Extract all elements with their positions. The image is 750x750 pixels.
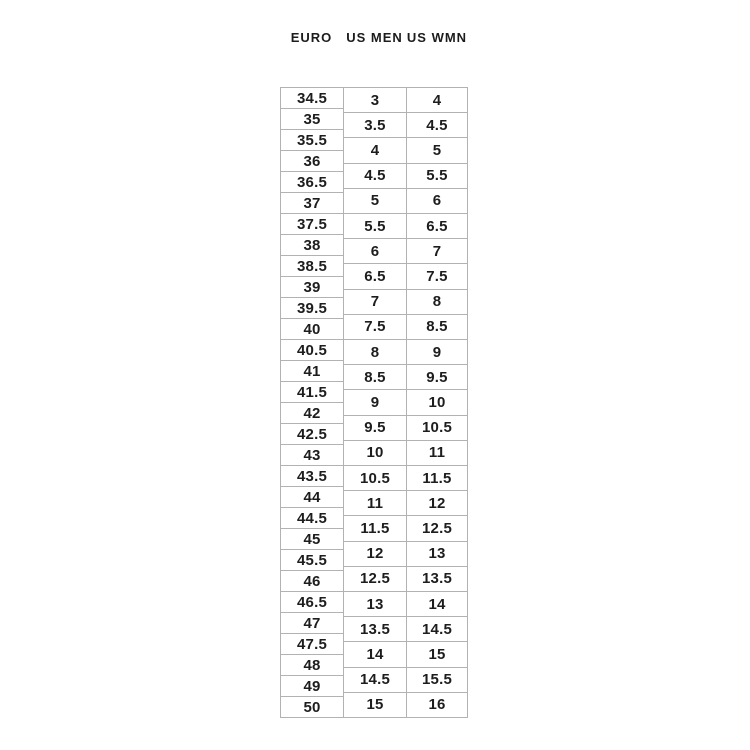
size-cell: 12	[344, 542, 406, 567]
size-conversion-table	[280, 87, 468, 718]
size-cell: 9	[344, 390, 406, 415]
size-cell: 11	[407, 441, 467, 466]
size-cell: 3	[344, 88, 406, 113]
size-cell: 12.5	[344, 567, 406, 592]
size-cell: 43.5	[281, 466, 343, 487]
size-cell: 10	[407, 390, 467, 415]
size-cell: 42	[281, 403, 343, 424]
size-cell: 50	[303, 698, 321, 716]
size-cell: 5	[344, 189, 406, 214]
size-cell: 37.5	[281, 214, 343, 235]
column-header-us-wmn: US WMN	[406, 30, 468, 45]
size-cell: 8.5	[407, 315, 467, 340]
size-cell: 36	[281, 151, 343, 172]
size-cell: 9	[407, 340, 467, 365]
size-cell: 12.5	[407, 516, 467, 541]
size-cell: 15	[366, 696, 384, 714]
size-cell: 7	[344, 290, 406, 315]
size-cell: 46	[281, 571, 343, 592]
size-cell: 11	[344, 491, 406, 516]
size-cell: 38.5	[281, 256, 343, 277]
size-cell: 5.5	[344, 214, 406, 239]
size-cell: 41.5	[281, 382, 343, 403]
euro-size-column	[280, 87, 344, 718]
size-cell: 8.5	[344, 365, 406, 390]
size-cell: 14	[407, 592, 467, 617]
size-cell: 6	[407, 189, 467, 214]
size-cell: 9.5	[344, 416, 406, 441]
size-cell: 12	[407, 491, 467, 516]
size-cell: 48	[281, 655, 343, 676]
size-cell: 49	[281, 676, 343, 697]
size-cell: 41	[281, 361, 343, 382]
size-cell: 5	[407, 138, 467, 163]
size-cell: 4.5	[407, 113, 467, 138]
size-cell: 6.5	[407, 214, 467, 239]
size-cell: 43	[281, 445, 343, 466]
size-cell: 35	[281, 109, 343, 130]
size-cell: 11.5	[344, 516, 406, 541]
size-cell: 9.5	[407, 365, 467, 390]
size-cell: 15.5	[407, 668, 467, 693]
size-cell: 45	[281, 529, 343, 550]
size-cell: 4.5	[344, 164, 406, 189]
size-cell: 13.5	[407, 567, 467, 592]
size-cell: 7	[407, 239, 467, 264]
size-cell: 44.5	[281, 508, 343, 529]
size-cell: 7.5	[407, 264, 467, 289]
size-cell: 38	[281, 235, 343, 256]
size-cell: 14.5	[407, 617, 467, 642]
size-cell: 44	[281, 487, 343, 508]
size-cell: 3.5	[344, 113, 406, 138]
size-cell: 39	[281, 277, 343, 298]
size-cell: 6	[344, 239, 406, 264]
size-cell: 45.5	[281, 550, 343, 571]
size-cell: 47	[281, 613, 343, 634]
size-cell: 5.5	[407, 164, 467, 189]
size-cell: 7.5	[344, 315, 406, 340]
size-cell: 14	[344, 642, 406, 667]
size-cell: 47.5	[281, 634, 343, 655]
us-men-size-column	[343, 87, 407, 718]
size-cell: 37	[281, 193, 343, 214]
size-cell: 15	[407, 642, 467, 667]
us-wmn-size-column	[406, 87, 468, 718]
size-cell: 13	[344, 592, 406, 617]
size-cell: 8	[344, 340, 406, 365]
size-cell: 40.5	[281, 340, 343, 361]
size-cell: 13	[407, 542, 467, 567]
size-cell: 10.5	[344, 466, 406, 491]
size-cell: 46.5	[281, 592, 343, 613]
size-cell: 13.5	[344, 617, 406, 642]
size-cell: 10.5	[407, 416, 467, 441]
size-cell: 4	[344, 138, 406, 163]
size-cell: 11.5	[407, 466, 467, 491]
size-cell: 34.5	[281, 88, 343, 109]
size-cell: 36.5	[281, 172, 343, 193]
size-cell: 6.5	[344, 264, 406, 289]
size-cell: 42.5	[281, 424, 343, 445]
column-header-euro: EURO	[290, 30, 333, 45]
size-cell: 16	[428, 696, 446, 714]
column-header-us-men: US MEN	[346, 30, 403, 45]
size-cell: 4	[407, 88, 467, 113]
size-cell: 14.5	[344, 668, 406, 693]
size-cell: 39.5	[281, 298, 343, 319]
size-cell: 40	[281, 319, 343, 340]
size-cell: 8	[407, 290, 467, 315]
size-cell: 10	[344, 441, 406, 466]
size-cell: 35.5	[281, 130, 343, 151]
